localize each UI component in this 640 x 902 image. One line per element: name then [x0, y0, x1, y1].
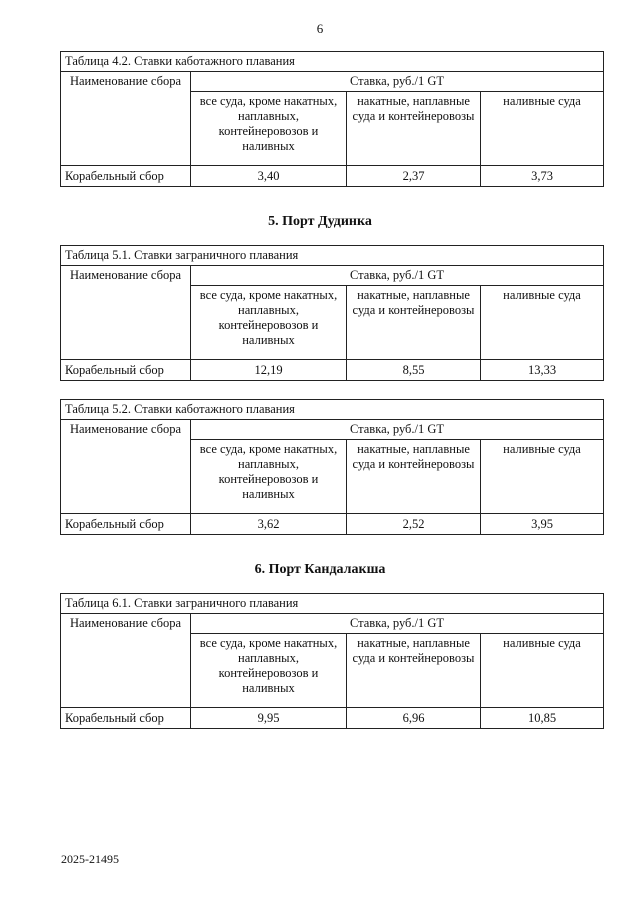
value-cell: 9,95	[191, 708, 347, 729]
value-cell: 2,52	[347, 514, 481, 535]
value-cell: 10,85	[481, 708, 604, 729]
value-cell: 6,96	[347, 708, 481, 729]
value-cell: 13,33	[481, 360, 604, 381]
rates-table	[60, 399, 604, 535]
column-header-tankers: наливные суда	[481, 440, 604, 514]
rates-table	[60, 51, 604, 187]
rates-table	[60, 245, 604, 381]
rate-header: Ставка, руб./1 GT	[191, 72, 604, 92]
rates-table-block	[60, 51, 604, 187]
name-column-header: Наименование сбора	[61, 420, 191, 514]
value-cell: 2,37	[347, 166, 481, 187]
rate-header: Ставка, руб./1 GT	[191, 266, 604, 286]
table-row	[61, 708, 604, 729]
value-cell: 3,62	[191, 514, 347, 535]
column-header-general: все суда, кроме накатных, наплавных, контейнеровозов и наливных	[191, 634, 347, 708]
column-header-tankers: наливные суда	[481, 92, 604, 166]
row-label: Корабельный сбор	[61, 514, 191, 535]
value-cell: 8,55	[347, 360, 481, 381]
column-header-roro: накатные, наплавные суда и контейнеровозы	[347, 440, 481, 514]
rates-table-block	[60, 399, 604, 535]
value-cell: 12,19	[191, 360, 347, 381]
column-header-roro: накатные, наплавные суда и контейнеровозы	[347, 634, 481, 708]
page-number: 6	[316, 21, 324, 36]
table-caption: Таблица 5.1. Ставки заграничного плавания	[61, 246, 604, 266]
row-label: Корабельный сбор	[61, 166, 191, 187]
column-header-general: все суда, кроме накатных, наплавных, контейнеровозов и наливных	[191, 92, 347, 166]
section-heading: 5. Порт Дудинка	[268, 214, 372, 229]
row-label: Корабельный сбор	[61, 708, 191, 729]
column-header-tankers: наливные суда	[481, 634, 604, 708]
name-column-header: Наименование сбора	[61, 72, 191, 166]
rates-table-block	[60, 593, 604, 729]
value-cell: 3,73	[481, 166, 604, 187]
row-label: Корабельный сбор	[61, 360, 191, 381]
section-heading: 6. Порт Кандалакша	[254, 562, 386, 577]
column-header-general: все суда, кроме накатных, наплавных, контейнеровозов и наливных	[191, 286, 347, 360]
rates-table-block	[60, 245, 604, 381]
rate-header: Ставка, руб./1 GT	[191, 614, 604, 634]
column-header-tankers: наливные суда	[481, 286, 604, 360]
table-caption: Таблица 4.2. Ставки каботажного плавания	[61, 52, 604, 72]
name-column-header: Наименование сбора	[61, 266, 191, 360]
table-caption: Таблица 6.1. Ставки заграничного плавания	[61, 594, 604, 614]
name-column-header: Наименование сбора	[61, 614, 191, 708]
value-cell: 3,40	[191, 166, 347, 187]
table-row	[61, 514, 604, 535]
column-header-roro: накатные, наплавные суда и контейнеровозы	[347, 92, 481, 166]
rate-header: Ставка, руб./1 GT	[191, 420, 604, 440]
table-row	[61, 360, 604, 381]
column-header-general: все суда, кроме накатных, наплавных, контейнеровозов и наливных	[191, 440, 347, 514]
document-id: 2025-21495	[61, 852, 119, 866]
value-cell: 3,95	[481, 514, 604, 535]
table-row	[61, 166, 604, 187]
rates-table	[60, 593, 604, 729]
column-header-roro: накатные, наплавные суда и контейнеровозы	[347, 286, 481, 360]
table-caption: Таблица 5.2. Ставки каботажного плавания	[61, 400, 604, 420]
